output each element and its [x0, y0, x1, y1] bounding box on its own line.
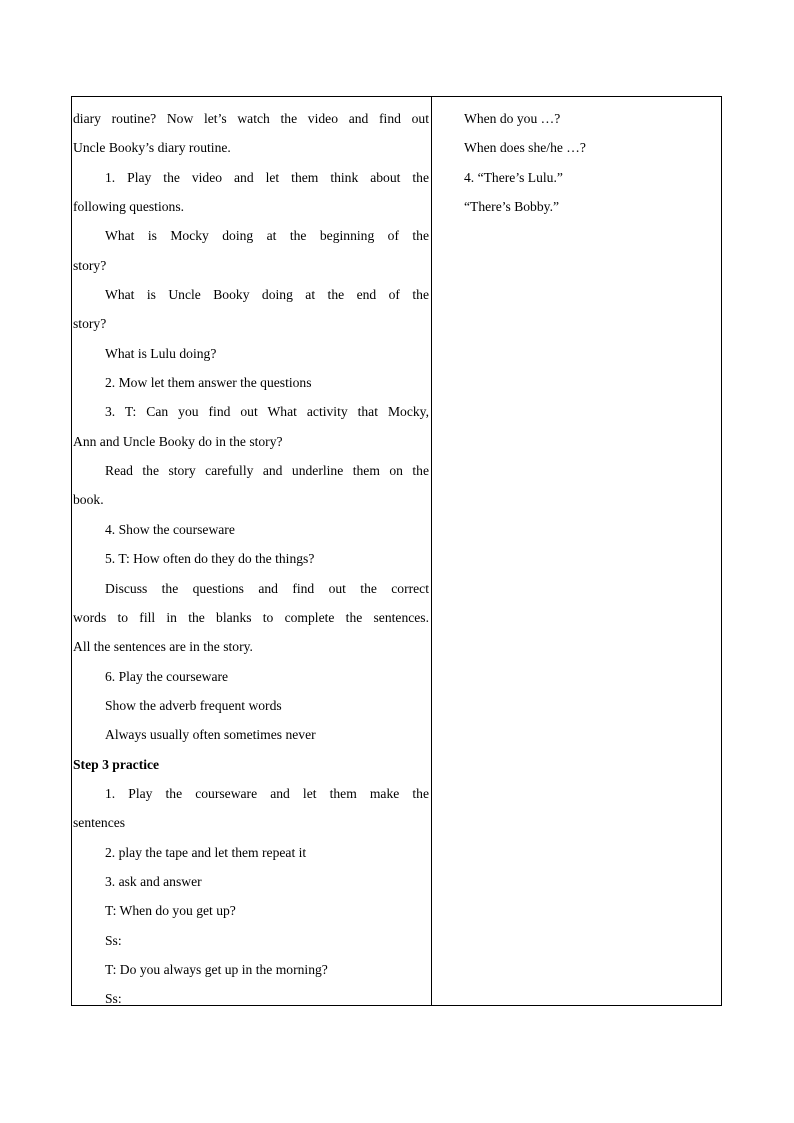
note-line: “There’s Bobby.”: [464, 199, 559, 215]
procedure-line: 2. Mow let them answer the questions: [105, 375, 312, 391]
section-heading: Step 3 practice: [73, 756, 160, 772]
procedure-line: Uncle Booky’s diary routine.: [73, 140, 231, 156]
procedure-line: What is Mocky doing at the beginning of the: [105, 228, 429, 244]
note-line: 4. “There’s Lulu.”: [464, 169, 563, 185]
procedure-line: Always usually often sometimes never: [105, 727, 316, 743]
procedure-line: Ann and Uncle Booky do in the story?: [73, 433, 283, 449]
procedure-line: words to fill in the blanks to complete the sentences.: [73, 609, 429, 625]
procedure-line: Discuss the questions and find out the correct: [105, 580, 429, 596]
procedure-line: 6. Play the courseware: [105, 668, 229, 684]
procedure-line: Ss:: [105, 932, 122, 948]
procedure-column: [72, 97, 432, 1005]
note-line: When do you …?: [464, 111, 561, 126]
procedure-line: All the sentences are in the story.: [73, 639, 253, 655]
procedure-line: story?: [73, 316, 107, 332]
procedure-line: story?: [73, 257, 107, 273]
procedure-line: 1. Play the courseware and let them make the: [105, 785, 429, 801]
procedure-line: book.: [73, 492, 104, 508]
procedure-line: 3. T: Can you find out What activity that Mocky,: [105, 404, 429, 420]
procedure-line: T: When do you get up?: [105, 903, 236, 919]
procedure-line: Show the adverb frequent words: [105, 697, 282, 713]
procedure-line: What is Lulu doing?: [105, 345, 217, 361]
procedure-line: following questions.: [73, 199, 185, 215]
notes-column: [432, 97, 721, 1005]
procedure-line: T: Do you always get up in the morning?: [105, 961, 328, 977]
procedure-line: Ss:: [105, 991, 122, 1007]
lesson-plan-table: [71, 96, 722, 1006]
procedure-line: 1. Play the video and let them think about the: [105, 169, 429, 185]
procedure-line: What is Uncle Booky doing at the end of the: [105, 287, 429, 303]
procedure-line: diary routine? Now let’s watch the video and find out: [73, 111, 429, 126]
procedure-line: 2. play the tape and let them repeat it: [105, 844, 307, 860]
procedure-line: 5. T: How often do they do the things?: [105, 551, 315, 567]
procedure-line: sentences: [73, 815, 126, 831]
note-line: When does she/he …?: [464, 140, 586, 156]
procedure-line: 4. Show the courseware: [105, 521, 235, 537]
procedure-line: Read the story carefully and underline them on the: [105, 463, 429, 479]
procedure-line: 3. ask and answer: [105, 873, 202, 889]
